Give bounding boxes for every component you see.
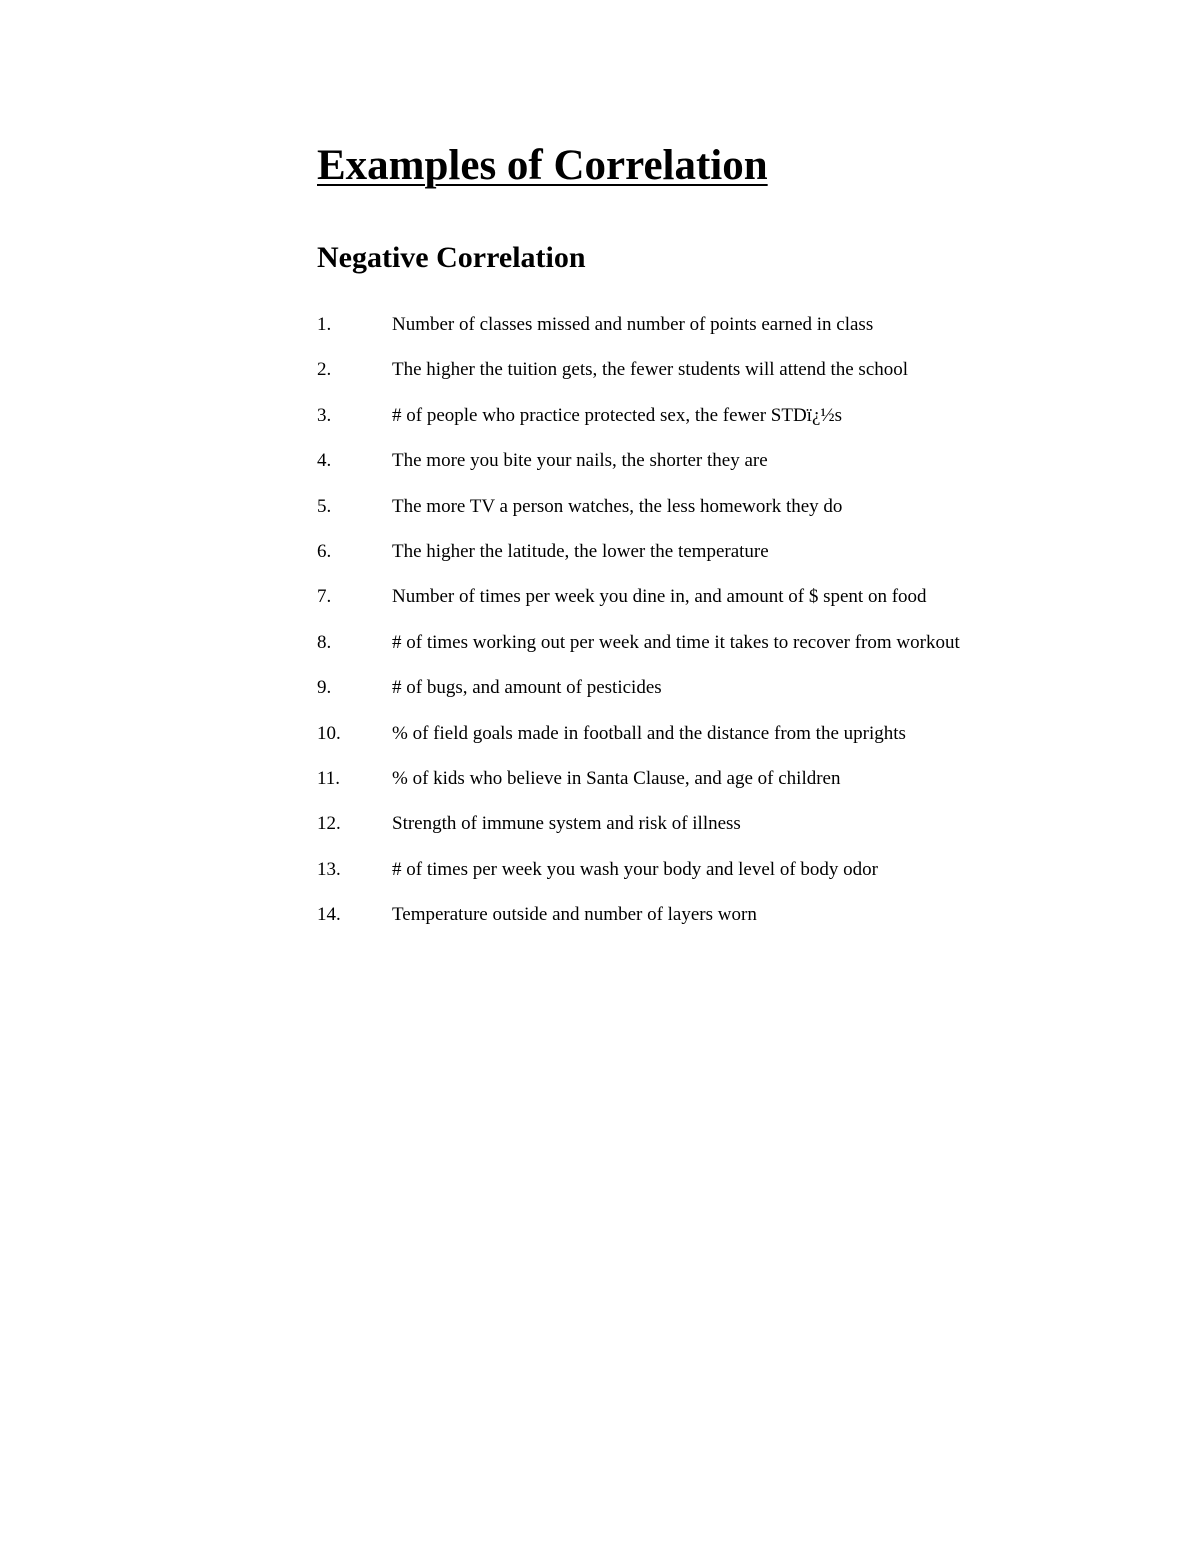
list-item-text: % of field goals made in football and the distance from the uprights: [392, 722, 906, 744]
list-item-text: % of kids who believe in Santa Clause, and age of children: [392, 767, 841, 789]
list-item-number: 12.: [317, 813, 341, 835]
list-item-number: 3.: [317, 404, 332, 426]
list-item-text: Number of classes missed and number of points earned in class: [392, 314, 874, 335]
list-item: [317, 446, 1037, 491]
correlation-list: [317, 310, 1037, 945]
list-item: [317, 401, 1037, 446]
list-item-text: Temperature outside and number of layers worn: [392, 904, 757, 926]
list-item-text: The more TV a person watches, the less homework they do: [392, 495, 843, 517]
list-item-number: 8.: [317, 631, 332, 653]
section-heading: Negative Correlation: [317, 241, 586, 274]
list-item: [317, 310, 1037, 355]
list-item: [317, 809, 1037, 854]
list-item-text: # of people who practice protected sex, the fewer STDï¿½s: [392, 404, 843, 426]
list-item-text: # of times per week you wash your body and level of body odor: [392, 858, 878, 880]
list-item: [317, 855, 1037, 900]
list-item-text: # of bugs, and amount of pesticides: [392, 677, 662, 699]
list-item: [317, 355, 1037, 400]
page-title: Examples of Correlation: [317, 142, 768, 189]
list-item: [317, 582, 1037, 627]
list-item-number: 7.: [317, 586, 332, 608]
list-item: [317, 628, 1037, 673]
list-item-number: 5.: [317, 495, 332, 517]
list-item-text: The more you bite your nails, the shorter they are: [392, 450, 768, 472]
list-item-number: 2.: [317, 359, 332, 381]
list-item-text: # of times working out per week and time it takes to recover from workout: [392, 631, 960, 653]
list-item-number: 6.: [317, 540, 332, 562]
list-item-number: 11.: [317, 767, 341, 789]
list-item-text: The higher the latitude, the lower the temperature: [392, 540, 769, 562]
list-item-number: 4.: [317, 450, 332, 472]
list-item: [317, 719, 1037, 764]
list-item-text: Strength of immune system and risk of illness: [392, 813, 741, 835]
list-item: [317, 673, 1037, 718]
list-item: [317, 764, 1037, 809]
list-item-number: 14.: [317, 904, 341, 926]
list-item: [317, 537, 1037, 582]
list-item: [317, 492, 1037, 537]
list-item-number: 9.: [317, 677, 332, 699]
list-item: [317, 900, 1037, 945]
list-item-number: 1.: [317, 314, 332, 335]
list-item-number: 10.: [317, 722, 341, 744]
list-item-text: Number of times per week you dine in, and amount of $ spent on food: [392, 586, 927, 608]
list-item-text: The higher the tuition gets, the fewer students will attend the school: [392, 359, 909, 381]
list-item-number: 13.: [317, 858, 341, 880]
